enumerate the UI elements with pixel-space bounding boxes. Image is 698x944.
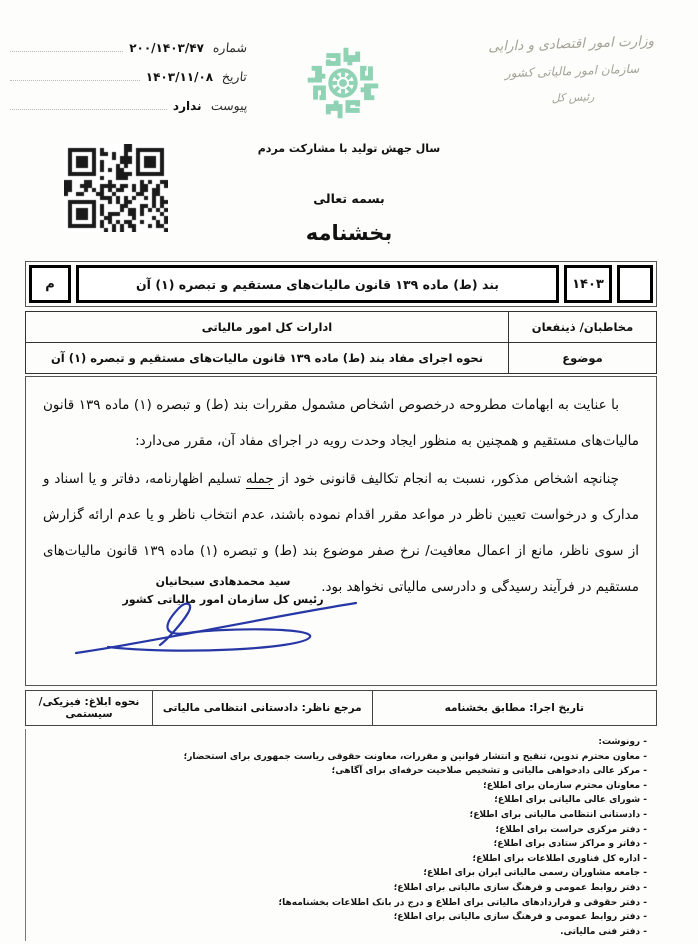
audience-value: ادارات کل امور مالیاتی <box>201 320 333 334</box>
classification-row <box>25 261 657 307</box>
execution-date-cell: تاریخ اجرا: مطابق بخشنامه <box>444 702 584 714</box>
cc-item: - معاون محترم تدوین، تنقیح و انتشار قوانین و مقررات، معاونت حقوقی ریاست جمهوری برای استحضار؛ <box>30 750 647 765</box>
signer-title: رئیس کل سازمان امور مالیاتی کشور <box>122 593 324 606</box>
subject-label: موضوع <box>508 343 656 373</box>
office-name: رئیس کل <box>551 89 595 105</box>
organization-name: سازمان امور مالیاتی کشور <box>504 61 640 81</box>
year-box: ۱۴۰۳ <box>564 265 612 303</box>
cc-item: - جامعه مشاوران رسمی مالیاتی ایران برای اطلاع؛ <box>30 866 647 881</box>
dotted-leader <box>10 80 140 81</box>
meta-number-row <box>8 40 246 55</box>
besmele-heading: بسمه تعالی <box>313 191 385 206</box>
cc-item: - اداره کل فناوری اطلاعات برای اطلاع؛ <box>30 852 647 867</box>
footer-table <box>25 690 657 726</box>
cc-item: - مرکز عالی دادخواهی مالیاتی و تشخیص صلاحیت حرفه‌ای برای آگاهی؛ <box>30 764 647 779</box>
paragraph-2-after: تسلیم اظهارنامه، دفاتر و یا اسناد و مدارک و درخواست تعیین ناظر در مواعد مقرر اقدام نموده باشند، عدم انتخاب ناظر و یا عدم ارائه گزارش از سوی ناظر، مانع از اعمال معافیت/ نرخ صفر موضوع بند (ط) و تبصره (۱) ماده ۱۳۹ قانون مالیات‌های مستقیم در فرآیند رسیدگی و دادرسی مالیاتی نخواهد بود. <box>43 471 639 595</box>
cc-item: - دفاتر و مراکز ستادی برای اطلاع؛ <box>30 837 647 852</box>
cc-list <box>25 729 657 941</box>
cc-title: - رونوشت: <box>30 735 647 750</box>
cc-item: - دفتر فنی مالیاتی. <box>30 925 647 940</box>
number-value: ۲۰۰/۱۴۰۳/۴۷ <box>129 41 204 55</box>
info-table <box>25 311 657 374</box>
cc-item: - دادستانی انتظامی مالیاتی برای اطلاع؛ <box>30 808 647 823</box>
cc-item: - دفتر حقوقی و قراردادهای مالیاتی برای اطلاع و درج در بانک اطلاعات بخشنامه‌ها؛ <box>30 896 647 911</box>
cc-item: - دفتر مرکزی حراست برای اطلاع؛ <box>30 823 647 838</box>
attachment-label: پیوست <box>208 98 248 113</box>
dotted-leader <box>10 109 167 110</box>
cc-item: - معاونان محترم سازمان برای اطلاع؛ <box>30 779 647 794</box>
year-slogan: سال جهش تولید با مشارکت مردم <box>257 142 441 155</box>
supervisor-cell: مرجع ناظر: دادستانی انتظامی مالیاتی <box>152 691 373 725</box>
meta-block <box>8 40 246 127</box>
cc-item: - دفتر روابط عمومی و فرهنگ سازی مالیاتی برای اطلاع؛ <box>30 910 647 925</box>
date-label: تاریخ <box>220 69 248 84</box>
body-box <box>25 376 657 686</box>
ministry-name: وزارت امور اقتصادی و دارایی <box>487 33 655 55</box>
subject-row <box>26 342 656 373</box>
audience-row <box>26 312 656 342</box>
empty-box <box>617 265 653 303</box>
signature-block <box>98 573 348 609</box>
date-value: ۱۴۰۳/۱۱/۰۸ <box>145 70 214 84</box>
notification-method-cell: نحوه ابلاغ: فیزیکی/سیستمی <box>38 696 140 720</box>
body-text <box>26 377 656 605</box>
subject-ref-box: بند (ط) ماده ۱۳۹ قانون مالیات‌های مستقیم و تبصره (۱) آن <box>76 265 559 303</box>
document-type-heading: بخشنامه <box>305 221 393 245</box>
cc-item: - دفتر روابط عمومی و فرهنگ سازی مالیاتی برای اطلاع؛ <box>30 881 647 896</box>
classification-box: م <box>29 265 71 303</box>
number-label: شماره <box>210 40 248 55</box>
paragraph-2-before: چنانچه اشخاص مذکور، نسبت به انجام تکالیف قانونی خود از <box>273 471 619 487</box>
letterhead <box>451 32 693 108</box>
tax-administration-emblem-icon <box>291 34 395 132</box>
dotted-leader <box>10 51 123 52</box>
meta-date-row <box>8 69 246 84</box>
cc-item: - شورای عالی مالیاتی برای اطلاع؛ <box>30 793 647 808</box>
subject-value: نحوه اجرای مفاد بند (ط) ماده ۱۳۹ قانون مالیات‌های مستقیم و تبصره (۱) آن <box>50 351 484 365</box>
audience-label: مخاطبان/ ذینفعان <box>508 312 656 342</box>
meta-attachment-row <box>8 98 246 113</box>
paragraph-1: با عنایت به ابهامات مطروحه درخصوص اشخاص مشمول مقررات بند (ط) و تبصره (۱) ماده ۱۳۹ قانون مالیات‌های مستقیم و همچنین به منظور ایجاد وحدت رویه در اجرای مفاد آن، مقرر می‌دارد: <box>43 397 639 449</box>
attachment-value: ندارد <box>172 99 202 113</box>
qr-code <box>64 144 168 232</box>
paragraph-2-underlined: جمله <box>245 471 274 487</box>
signer-name: سید محمدهادی سبحانیان <box>155 575 291 588</box>
